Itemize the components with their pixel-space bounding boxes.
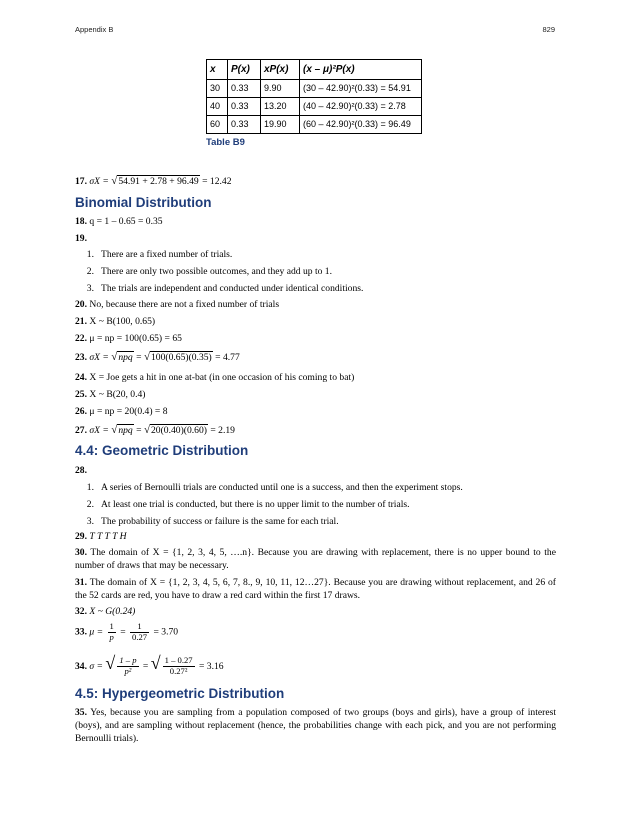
answer-22	[75, 333, 556, 346]
formula-lhs: μ =	[89, 626, 104, 638]
formula-lhs: σX =	[89, 425, 109, 436]
table-cell: (40 – 42.90)²(0.33) = 2.78	[300, 98, 422, 116]
equals: =	[142, 661, 149, 672]
answer-text: μ = np = 20(0.4) = 8	[89, 406, 168, 417]
table-b9	[206, 59, 422, 134]
answer-25	[75, 389, 556, 402]
answer-text: No, because there are not a fixed number of trials	[89, 299, 280, 310]
numerator: 1	[130, 622, 149, 633]
list-item: 2. At least one trial is conducted, but there is no upper limit to the number of trials.	[86, 499, 410, 510]
item-number: 24.	[75, 372, 87, 383]
answer-text: q = 1 – 0.65 = 0.35	[89, 216, 163, 227]
col-header-variance: (x – μ)²P(x)	[300, 60, 422, 80]
list-item: 3. The probability of success or failure is the same for each trial.	[86, 516, 339, 527]
col-header-x: x	[207, 60, 228, 80]
item-number: 28.	[75, 465, 87, 476]
table-cell: 19.90	[261, 116, 300, 134]
table-cell: (30 – 42.90)²(0.33) = 54.91	[300, 80, 422, 98]
fraction	[117, 656, 138, 677]
item-number: 33.	[75, 626, 87, 638]
table-cell: 30	[207, 80, 228, 98]
section-heading-binomial: Binomial Distribution	[75, 195, 212, 210]
answer-35	[75, 707, 556, 746]
table-cell: 9.90	[261, 80, 300, 98]
formula-rhs: = 3.70	[153, 626, 179, 638]
item-number: 23.	[75, 352, 87, 363]
answer-29	[75, 531, 556, 544]
equals: =	[136, 352, 142, 363]
item-number: 29.	[75, 531, 87, 542]
answer-28	[75, 465, 556, 478]
numerator: 1	[109, 621, 114, 631]
answer-32	[75, 606, 556, 619]
item-number: 17.	[75, 176, 87, 187]
table-cell: (60 – 42.90)²(0.33) = 96.49	[300, 116, 422, 134]
item-number: 32.	[75, 606, 87, 617]
equals: =	[120, 626, 126, 638]
fraction	[130, 622, 149, 643]
radicand: 20(0.40)(0.60)	[151, 425, 207, 436]
radicand: 54.91 + 2.78 + 96.49	[118, 176, 199, 187]
answer-text: X ~ B(100, 0.65)	[89, 316, 156, 327]
answer-23	[75, 350, 556, 365]
formula-lhs: σX =	[89, 352, 109, 363]
sqrt-icon: √	[150, 653, 161, 673]
answer-text: X ~ G(0.24)	[89, 606, 136, 617]
denominator: p²	[124, 666, 132, 677]
sqrt-icon: √	[111, 175, 118, 187]
item-number: 22.	[75, 333, 87, 344]
section-heading-hypergeometric: 4.5: Hypergeometric Distribution	[75, 686, 285, 701]
page-number: 829	[542, 25, 555, 34]
radicand: npq	[118, 352, 133, 363]
answer-26	[75, 406, 556, 419]
table-cell: 0.33	[228, 116, 261, 134]
answer-18	[75, 216, 556, 229]
formula-lhs: σX =	[89, 176, 109, 187]
item-number: 25.	[75, 389, 87, 400]
radical	[144, 350, 213, 365]
table-cell: 40	[207, 98, 228, 116]
formula-rhs: = 3.16	[198, 661, 224, 672]
item-number: 34.	[75, 661, 87, 672]
radicand: 100(0.65)(0.35)	[151, 352, 212, 363]
answer-31	[75, 577, 556, 603]
item-number: 31.	[75, 577, 87, 588]
answer-text: X = Joe gets a hit in one at-bat (in one occasion of his coming to bat)	[89, 372, 355, 383]
numerator: 1 – 0.27	[164, 655, 193, 666]
list-item: 1. There are a fixed number of trials.	[86, 249, 233, 260]
table-row	[207, 116, 422, 134]
radicand: npq	[118, 425, 133, 436]
table-cell: 0.33	[228, 80, 261, 98]
table-cell: 13.20	[261, 98, 300, 116]
radical	[144, 423, 208, 438]
answer-text: The domain of X = {1, 2, 3, 4, 5, ….n}. Because you are drawing with replacement, there is no upper bound to the number of draws that may be necessary.	[75, 547, 556, 571]
sqrt-icon: √	[143, 424, 150, 436]
denominator: 0.27²	[169, 666, 188, 677]
fraction	[163, 656, 195, 677]
item-number: 35.	[75, 707, 87, 718]
item-number: 19.	[75, 233, 87, 244]
denominator: 0.27	[132, 631, 148, 642]
answer-17	[75, 174, 556, 189]
table-cell: 0.33	[228, 98, 261, 116]
sqrt-icon: √	[111, 424, 118, 436]
table-caption: Table B9	[206, 137, 245, 148]
formula-rhs: = 12.42	[202, 176, 232, 187]
col-header-px: P(x)	[228, 60, 261, 80]
list-item: 3. The trials are independent and conducted under identical conditions.	[86, 283, 364, 294]
table-row	[207, 98, 422, 116]
item-number: 20.	[75, 299, 87, 310]
item-number: 27.	[75, 425, 87, 436]
numerator: 1 – p	[119, 655, 137, 666]
answer-33	[75, 622, 556, 643]
radical	[151, 651, 197, 677]
list-item: 1. A series of Bernoulli trials are conducted until one is a success, and then the experiment stops.	[86, 482, 463, 493]
table-row	[207, 80, 422, 98]
list-item: 2. There are only two possible outcomes, and they add up to 1.	[86, 266, 332, 277]
section-heading-geometric: 4.4: Geometric Distribution	[75, 443, 249, 458]
answer-20	[75, 299, 556, 312]
fraction	[108, 622, 116, 643]
radical	[111, 174, 199, 189]
radical	[111, 423, 133, 438]
sqrt-icon: √	[111, 351, 118, 363]
sqrt-icon: √	[105, 653, 116, 673]
formula-lhs: σ =	[89, 661, 104, 672]
sqrt-icon: √	[143, 351, 150, 363]
equals: =	[136, 425, 142, 436]
item-number: 21.	[75, 316, 87, 327]
formula-rhs: = 2.19	[210, 425, 235, 436]
page-header-left: Appendix B	[75, 25, 114, 34]
table-header-row	[207, 60, 422, 80]
item-number: 18.	[75, 216, 87, 227]
answer-19	[75, 233, 556, 246]
answer-text: T T T T H	[89, 531, 127, 542]
answer-24	[75, 372, 556, 385]
table-cell: 60	[207, 116, 228, 134]
denominator: p	[109, 631, 114, 642]
answer-text: Yes, because you are sampling from a population composed of two groups (boys and girls), have a group of interest (boys), and are sampling without replacement (hence, the probabilities change with each pick, and you are not performing Bernoulli trials).	[75, 707, 556, 744]
radical	[111, 350, 133, 365]
item-number: 26.	[75, 406, 87, 417]
radical	[105, 651, 140, 677]
col-header-xpx: xP(x)	[261, 60, 300, 80]
answer-27	[75, 423, 556, 438]
answer-text: X ~ B(20, 0.4)	[89, 389, 146, 400]
answer-30	[75, 547, 556, 573]
answer-text: μ = np = 100(0.65) = 65	[89, 333, 182, 344]
formula-rhs: = 4.77	[215, 352, 240, 363]
answer-34	[75, 651, 556, 677]
item-number: 30.	[75, 547, 87, 558]
answer-text: The domain of X = {1, 2, 3, 4, 5, 6, 7, 8., 9, 10, 11, 12…27}. Because you are drawing without replacement, and 26 of the 52 cards are red, you have to draw a red card within the first 17 draws.	[75, 577, 556, 601]
answer-21	[75, 316, 556, 329]
